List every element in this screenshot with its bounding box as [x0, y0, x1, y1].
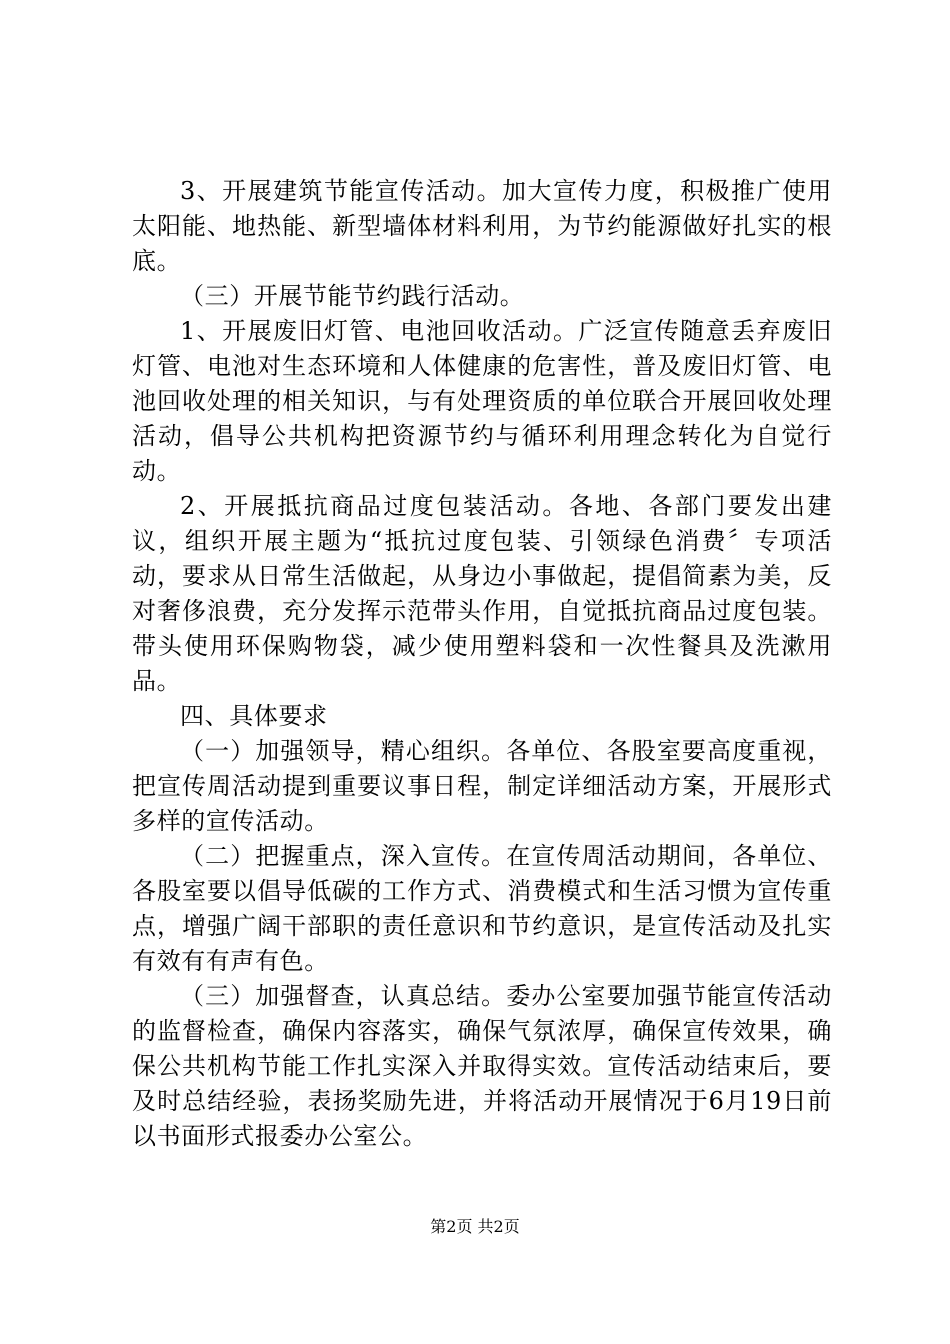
document-body — [132, 174, 832, 1154]
subheading-energy-saving-practice: （三）开展节能节约践行活动。 — [180, 282, 525, 310]
paragraph-focus-publicity: （二）把握重点，深入宣传。在宣传周活动期间，各单位、各股室要以倡导低碳的工作方式、消费模式和生活习惯为宣传重点，增强广阔干部职的责任意识和节约意识，是宣传活动及扎实有效有有声有色。 — [132, 842, 832, 975]
paragraph-leadership-organization: （一）加强领导，精心组织。各单位、各股室要高度重视，把宣传周活动提到重要议事日程，制定详细活动方案，开展形式多样的宣传活动。 — [132, 737, 832, 835]
paragraph-building-energy-promotion: 3、开展建筑节能宣传活动。加大宣传力度，积极推广使用太阳能、地热能、新型墙体材料利用，为节约能源做好扎实的根底。 — [132, 177, 832, 275]
page-number-footer: 第2页 共2页 — [430, 1217, 520, 1236]
section-heading-requirements: 四、具体要求 — [180, 702, 328, 730]
paragraph-supervision-summary: （三）加强督查，认真总结。委办公室要加强节能宣传活动的监督检查，确保内容落实，确保气氛浓厚，确保宣传效果，确保公共机构节能工作扎实深入并取得实效。宣传活动结束后，要及时总结经验，表扬奖励先进，并将活动开展情况于6月19日前以书面形式报委办公室公。 — [132, 982, 832, 1150]
paragraph-lamp-battery-recycling: 1、开展废旧灯管、电池回收活动。广泛宣传随意丢弃废旧灯管、电池对生态环境和人体健康的危害性，普及废旧灯管、电池回收处理的相关知识，与有处理资质的单位联合开展回收处理活动，倡导公共机构把资源节约与循环利用理念转化为自觉行动。 — [132, 317, 832, 485]
paragraph-anti-overpackaging: 2、开展抵抗商品过度包装活动。各地、各部门要发出建议，组织开展主题为“抵抗过度包装、引领绿色消费〞专项活动，要求从日常生活做起，从身边小事做起，提倡简素为美，反对奢侈浪费，充分发挥示范带头作用，自觉抵抗商品过度包装。带头使用环保购物袋，减少使用塑料袋和一次性餐具及洗漱用品。 — [132, 492, 832, 695]
